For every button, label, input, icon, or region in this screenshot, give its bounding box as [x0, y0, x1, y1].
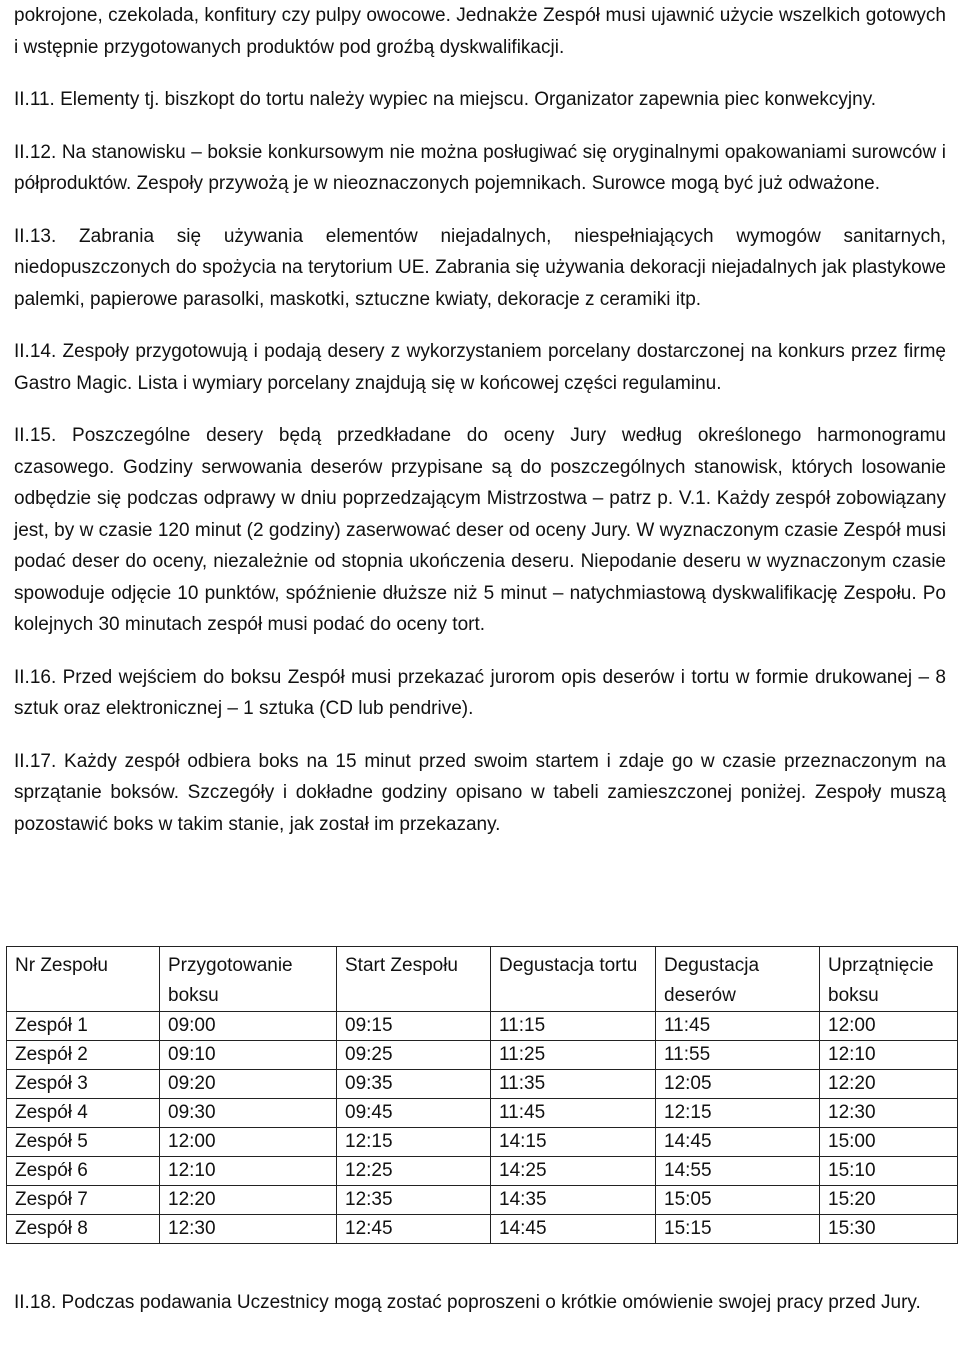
- paragraph-II-13: II.13. Zabrania się używania elementów niejadalnych, niespełniających wymogów sanitarnych, niedopuszczonych do spożycia na terytorium UE. Zabrania się używania dekoracji niejadalnych jak plastykowe palemki, papierowe parasolki, maskotki, sztuczne kwiaty, dekoracje z ceramiki itp.: [14, 225, 946, 310]
- table-row: [7, 1099, 958, 1128]
- time-cell: 12:20: [820, 1070, 958, 1099]
- header-dessert-tasting: Degustacja deserów: [656, 947, 820, 1012]
- time-cell: 12:00: [820, 1012, 958, 1041]
- time-cell: 14:45: [656, 1128, 820, 1157]
- time-cell: 15:15: [656, 1215, 820, 1244]
- team-cell: Zespół 4: [7, 1099, 160, 1128]
- time-cell: 09:30: [160, 1099, 337, 1128]
- table-row: [7, 1215, 958, 1244]
- paragraph-intro: pokrojone, czekolada, konfitury czy pulpy owocowe. Jednakże Zespół musi ujawnić użycie wszelkich gotowych i wstępnie przygotowanych produktów pod groźbą dyskwalifikacji.: [14, 5, 946, 58]
- time-cell: 15:00: [820, 1128, 958, 1157]
- paragraph-II-18: II.18. Podczas podawania Uczestnicy mogą zostać poproszeni o krótkie omówienie swojej pracy przed Jury.: [14, 1292, 921, 1313]
- header-team-number: Nr Zespołu: [7, 947, 160, 1012]
- paragraph-II-14: II.14. Zespoły przygotowują i podają desery z wykorzystaniem porcelany dostarczonej na konkurs przez firmę Gastro Magic. Lista i wymiary porcelany znajdują się w końcowej części regulaminu.: [14, 341, 946, 394]
- table-row: [7, 1070, 958, 1099]
- team-cell: Zespół 3: [7, 1070, 160, 1099]
- header-box-preparation: Przygotowanie boksu: [160, 947, 337, 1012]
- time-cell: 15:30: [820, 1215, 958, 1244]
- team-cell: Zespół 5: [7, 1128, 160, 1157]
- time-cell: 09:25: [337, 1041, 491, 1070]
- time-cell: 12:15: [337, 1128, 491, 1157]
- time-cell: 12:15: [656, 1099, 820, 1128]
- time-cell: 09:35: [337, 1070, 491, 1099]
- table-row: [7, 1128, 958, 1157]
- table-row: [7, 1157, 958, 1186]
- paragraph-II-16: II.16. Przed wejściem do boksu Zespół musi przekazać jurorom opis deserów i tortu w formie drukowanej – 8 sztuk oraz elektronicznej – 1 sztuka (CD lub pendrive).: [14, 666, 946, 719]
- time-cell: 12:20: [160, 1186, 337, 1215]
- time-cell: 11:35: [491, 1070, 656, 1099]
- time-cell: 09:45: [337, 1099, 491, 1128]
- time-cell: 14:55: [656, 1157, 820, 1186]
- table-header-row: [7, 947, 958, 1012]
- time-cell: 11:25: [491, 1041, 656, 1070]
- time-cell: 14:15: [491, 1128, 656, 1157]
- table-row: [7, 1041, 958, 1070]
- time-cell: 09:20: [160, 1070, 337, 1099]
- time-cell: 11:45: [491, 1099, 656, 1128]
- time-cell: 12:05: [656, 1070, 820, 1099]
- paragraph-II-11: II.11. Elementy tj. biszkopt do tortu należy wypiec na miejscu. Organizator zapewnia piec konwekcyjny.: [14, 89, 877, 110]
- final-section: [14, 1287, 946, 1319]
- time-cell: 12:00: [160, 1128, 337, 1157]
- time-cell: 14:25: [491, 1157, 656, 1186]
- time-cell: 09:10: [160, 1041, 337, 1070]
- time-cell: 11:55: [656, 1041, 820, 1070]
- team-cell: Zespół 8: [7, 1215, 160, 1244]
- team-cell: Zespół 7: [7, 1186, 160, 1215]
- time-cell: 15:20: [820, 1186, 958, 1215]
- time-cell: 12:45: [337, 1215, 491, 1244]
- time-cell: 12:30: [160, 1215, 337, 1244]
- document-page: [14, 0, 946, 840]
- time-cell: 09:00: [160, 1012, 337, 1041]
- schedule-table: [6, 946, 958, 1244]
- time-cell: 11:45: [656, 1012, 820, 1041]
- header-cake-tasting: Degustacja tortu: [491, 947, 656, 1012]
- time-cell: 15:05: [656, 1186, 820, 1215]
- team-cell: Zespół 1: [7, 1012, 160, 1041]
- time-cell: 14:35: [491, 1186, 656, 1215]
- team-cell: Zespół 2: [7, 1041, 160, 1070]
- header-box-cleanup: Uprzątnięcie boksu: [820, 947, 958, 1012]
- time-cell: 12:25: [337, 1157, 491, 1186]
- table-row: [7, 1012, 958, 1041]
- time-cell: 12:10: [820, 1041, 958, 1070]
- paragraph-II-15: II.15. Poszczególne desery będą przedkładane do oceny Jury według określonego harmonogramu czasowego. Godziny serwowania deserów przypisane są do poszczególnych stanowisk, których losowanie odbędzie się podczas odprawy w dniu poprzedzającym Mistrzostwa – patrz p. V.1. Każdy zespół zobowiązany jest, by w czasie 120 minut (2 godziny) zaserwować deser od oceny Jury. W wyznaczonym czasie Zespół musi podać deser do oceny, niezależnie od stopnia ukończenia deseru. Niepodanie deseru w wyznaczonym czasie spowoduje odjęcie 10 punktów, spóźnienie dłuższe niż 5 minut – natychmiastową dyskwalifikację Zespołu. Po kolejnych 30 minutach zespół musi podać do oceny tort.: [14, 425, 946, 635]
- paragraph-II-17: II.17. Każdy zespół odbiera boks na 15 minut przed swoim startem i zdaje go w czasie przeznaczonym na sprzątanie boksów. Szczegóły i dokładne godziny opisano w tabeli zamieszczonej poniżej. Zespoły muszą pozostawić boks w takim stanie, jak został im przekazany.: [14, 750, 946, 835]
- paragraph-II-12: II.12. Na stanowisku – boksie konkursowym nie można posługiwać się oryginalnymi opakowaniami surowców i półproduktów. Zespoły przywożą je w nieoznaczonych pojemnikach. Surowce mogą być już odważone.: [14, 141, 946, 194]
- time-cell: 15:10: [820, 1157, 958, 1186]
- team-cell: Zespół 6: [7, 1157, 160, 1186]
- time-cell: 12:35: [337, 1186, 491, 1215]
- time-cell: 12:10: [160, 1157, 337, 1186]
- time-cell: 14:45: [491, 1215, 656, 1244]
- table-row: [7, 1186, 958, 1215]
- time-cell: 12:30: [820, 1099, 958, 1128]
- header-team-start: Start Zespołu: [337, 947, 491, 1012]
- time-cell: 11:15: [491, 1012, 656, 1041]
- time-cell: 09:15: [337, 1012, 491, 1041]
